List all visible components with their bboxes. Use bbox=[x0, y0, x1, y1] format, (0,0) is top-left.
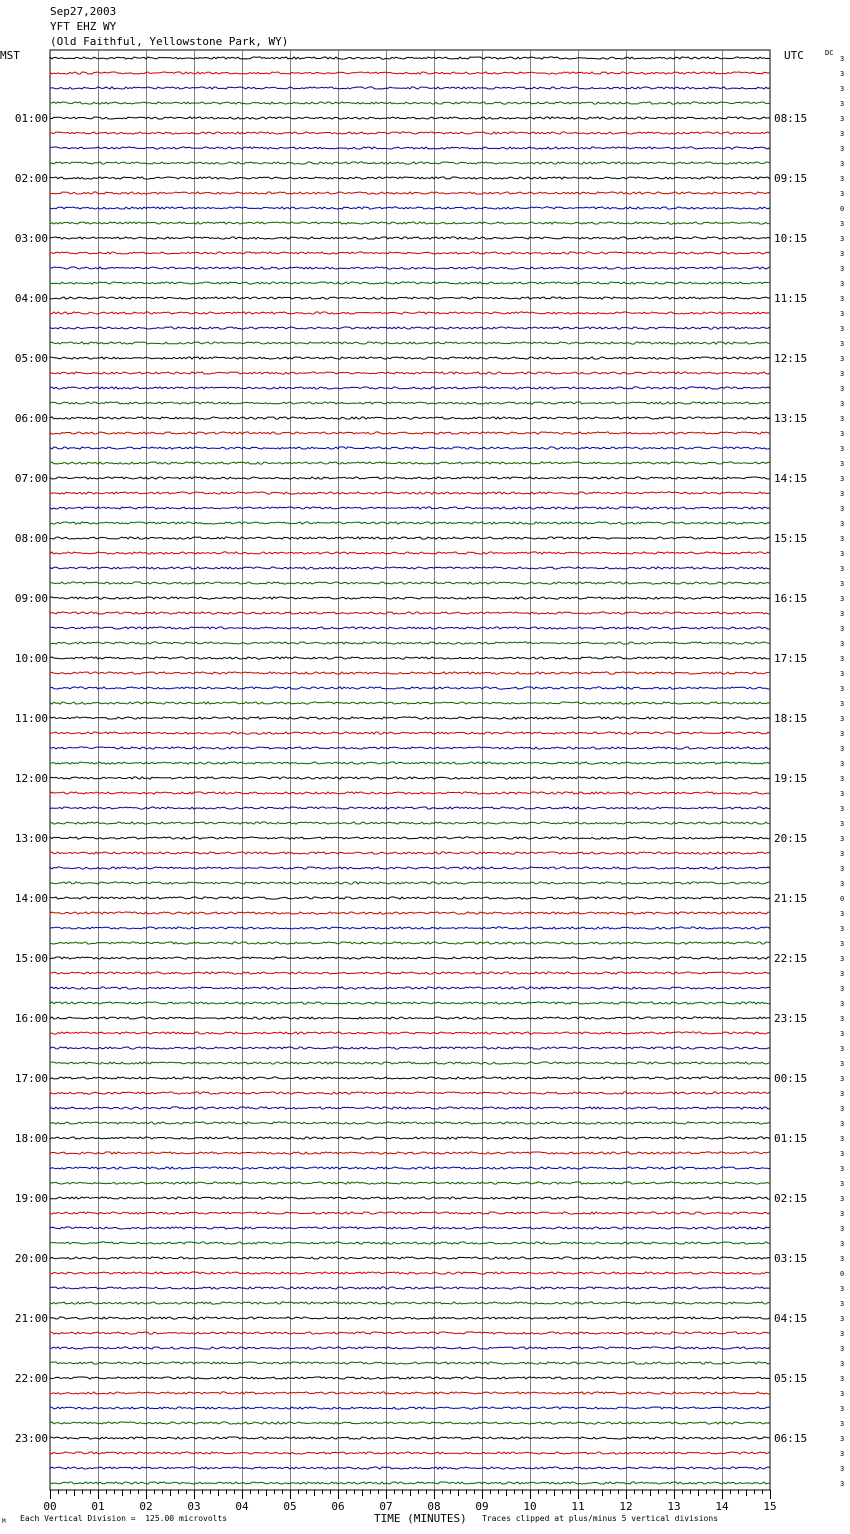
dc-offset-value: 3 bbox=[840, 1360, 845, 1368]
seismic-trace bbox=[50, 492, 770, 494]
seismic-trace bbox=[50, 282, 770, 284]
dc-offset-value: 3 bbox=[840, 865, 845, 873]
dc-offset-value: 3 bbox=[840, 1195, 845, 1203]
seismic-trace bbox=[50, 1182, 770, 1184]
dc-offset-value: 3 bbox=[840, 955, 845, 963]
seismic-trace bbox=[50, 552, 770, 554]
dc-offset-value: 0 bbox=[840, 1270, 845, 1278]
dc-offset-value: 3 bbox=[840, 295, 845, 303]
seismic-trace bbox=[50, 447, 770, 449]
dc-offset-value: 3 bbox=[840, 1000, 845, 1008]
station-code: YFT EHZ WY bbox=[50, 20, 117, 33]
seismic-trace bbox=[50, 1407, 770, 1409]
mst-hour-label: 21:00 bbox=[14, 1312, 48, 1325]
dc-offset-value: 3 bbox=[840, 250, 845, 258]
seismic-trace bbox=[50, 1347, 770, 1349]
mst-hour-label: 10:00 bbox=[14, 652, 48, 665]
x-tick-label: 09 bbox=[475, 1500, 489, 1513]
utc-hour-label: 16:15 bbox=[774, 592, 808, 605]
mst-hour-label: 06:00 bbox=[14, 412, 48, 425]
dc-offset-value: 3 bbox=[840, 1375, 845, 1383]
mst-hour-label: 15:00 bbox=[14, 952, 48, 965]
dc-offset-value: 0 bbox=[840, 205, 845, 213]
dc-offset-value: 3 bbox=[840, 115, 845, 123]
dc-offset-value: 3 bbox=[840, 100, 845, 108]
seismic-trace bbox=[50, 972, 770, 974]
x-tick-label: 04 bbox=[235, 1500, 249, 1513]
left-timezone-label: MST bbox=[0, 49, 20, 62]
seismic-trace bbox=[50, 642, 770, 644]
x-tick-label: 03 bbox=[187, 1500, 201, 1513]
seismic-trace bbox=[50, 1002, 770, 1004]
seismic-trace bbox=[50, 912, 770, 914]
seismic-trace bbox=[50, 1422, 770, 1424]
seismic-trace bbox=[50, 1332, 770, 1334]
dc-offset-value: 3 bbox=[840, 1390, 845, 1398]
dc-offset-value: 3 bbox=[840, 805, 845, 813]
utc-hour-label: 09:15 bbox=[774, 172, 808, 185]
dc-offset-value: 3 bbox=[840, 145, 845, 153]
dc-offset-value: 3 bbox=[840, 130, 845, 138]
chart-date: Sep27,2003 bbox=[50, 5, 117, 18]
clip-note: Traces clipped at plus/minus 5 vertical divisions bbox=[482, 1514, 719, 1523]
dc-offset-value: 3 bbox=[840, 505, 845, 513]
dc-offset-value: 3 bbox=[840, 430, 845, 438]
dc-offset-value: 3 bbox=[840, 460, 845, 468]
seismic-trace bbox=[50, 702, 770, 704]
seismic-trace bbox=[50, 1047, 770, 1049]
seismic-trace bbox=[50, 687, 770, 689]
mst-hour-label: 20:00 bbox=[14, 1252, 48, 1265]
right-timezone-label: UTC bbox=[784, 49, 804, 62]
dc-offset-value: 3 bbox=[840, 1225, 845, 1233]
seismic-trace bbox=[50, 927, 770, 929]
dc-offset-value: 3 bbox=[840, 70, 845, 78]
dc-offset-value: 3 bbox=[840, 925, 845, 933]
dc-offset-value: 3 bbox=[840, 1120, 845, 1128]
seismic-trace bbox=[50, 1212, 770, 1214]
seismic-trace bbox=[50, 252, 770, 254]
seismic-trace bbox=[50, 657, 770, 659]
seismic-traces bbox=[50, 57, 770, 1484]
seismic-trace bbox=[50, 822, 770, 824]
seismic-trace bbox=[50, 1077, 770, 1079]
dc-offset-value: 3 bbox=[840, 55, 845, 63]
dc-offset-value: 3 bbox=[840, 685, 845, 693]
time-axis bbox=[43, 1490, 776, 1513]
utc-hour-label: 12:15 bbox=[774, 352, 808, 365]
dc-offset-value: 3 bbox=[840, 490, 845, 498]
dc-offset-value: 3 bbox=[840, 1180, 845, 1188]
seismic-trace bbox=[50, 762, 770, 764]
dc-offset-value: 3 bbox=[840, 550, 845, 558]
dc-offset-value: 3 bbox=[840, 400, 845, 408]
dc-offset-value: 3 bbox=[840, 340, 845, 348]
seismic-trace bbox=[50, 942, 770, 944]
seismic-trace bbox=[50, 312, 770, 314]
seismic-trace bbox=[50, 1257, 770, 1259]
utc-hour-label: 01:15 bbox=[774, 1132, 808, 1145]
dc-offset-value: 3 bbox=[840, 1150, 845, 1158]
dc-offset-value: 3 bbox=[840, 580, 845, 588]
dc-offset-value: 3 bbox=[840, 1090, 845, 1098]
utc-hour-label: 04:15 bbox=[774, 1312, 808, 1325]
dc-offset-value: 3 bbox=[840, 445, 845, 453]
utc-hour-label: 02:15 bbox=[774, 1192, 808, 1205]
seismic-trace bbox=[50, 852, 770, 854]
dc-offset-value: 3 bbox=[840, 880, 845, 888]
seismic-trace bbox=[50, 1152, 770, 1154]
seismic-trace bbox=[50, 267, 770, 269]
seismic-trace bbox=[50, 1317, 770, 1319]
mst-hour-label: 11:00 bbox=[14, 712, 48, 725]
seismic-trace bbox=[50, 1017, 770, 1019]
utc-hour-label: 05:15 bbox=[774, 1372, 808, 1385]
dc-offset-value: 3 bbox=[840, 625, 845, 633]
mst-hour-label: 22:00 bbox=[14, 1372, 48, 1385]
seismic-trace bbox=[50, 1302, 770, 1304]
dc-offset-value: 3 bbox=[840, 415, 845, 423]
seismic-trace bbox=[50, 1137, 770, 1139]
seismic-trace bbox=[50, 327, 770, 329]
seismic-trace bbox=[50, 1437, 770, 1439]
seismic-trace bbox=[50, 1242, 770, 1244]
dc-offset-header: DC bbox=[825, 49, 834, 57]
utc-hour-label: 23:15 bbox=[774, 1012, 808, 1025]
dc-offset-value: 3 bbox=[840, 280, 845, 288]
mst-hour-label: 07:00 bbox=[14, 472, 48, 485]
dc-offset-value: 3 bbox=[840, 1330, 845, 1338]
dc-offset-value: 3 bbox=[840, 1465, 845, 1473]
seismic-trace bbox=[50, 297, 770, 299]
dc-offset-value: 3 bbox=[840, 910, 845, 918]
mst-hour-label: 03:00 bbox=[14, 232, 48, 245]
seismic-trace bbox=[50, 672, 770, 674]
seismic-trace bbox=[50, 792, 770, 794]
seismic-trace bbox=[50, 387, 770, 389]
dc-offset-column bbox=[840, 55, 844, 1488]
dc-offset-value: 0 bbox=[840, 895, 845, 903]
x-tick-label: 12 bbox=[619, 1500, 633, 1513]
dc-offset-value: 3 bbox=[840, 1075, 845, 1083]
seismic-trace bbox=[50, 747, 770, 749]
utc-hour-label: 10:15 bbox=[774, 232, 808, 245]
dc-offset-value: 3 bbox=[840, 265, 845, 273]
seismic-trace bbox=[50, 462, 770, 464]
utc-hour-label: 08:15 bbox=[774, 112, 808, 125]
dc-offset-value: 3 bbox=[840, 715, 845, 723]
dc-offset-value: 3 bbox=[840, 595, 845, 603]
mst-hour-label: 18:00 bbox=[14, 1132, 48, 1145]
mst-hour-label: 01:00 bbox=[14, 112, 48, 125]
dc-offset-value: 3 bbox=[840, 1210, 845, 1218]
seismic-trace bbox=[50, 522, 770, 524]
x-tick-label: 14 bbox=[715, 1500, 729, 1513]
mst-hour-label: 05:00 bbox=[14, 352, 48, 365]
seismic-trace bbox=[50, 837, 770, 839]
seismic-trace bbox=[50, 582, 770, 584]
vertical-division-note: Each Vertical Division = 125.00 microvolts bbox=[20, 1514, 228, 1523]
dc-offset-value: 3 bbox=[840, 730, 845, 738]
seismic-trace bbox=[50, 117, 770, 119]
x-tick-label: 07 bbox=[379, 1500, 393, 1513]
utc-hour-label: 14:15 bbox=[774, 472, 808, 485]
utc-hour-label: 13:15 bbox=[774, 412, 808, 425]
dc-offset-value: 3 bbox=[840, 565, 845, 573]
utc-hour-label: 11:15 bbox=[774, 292, 808, 305]
seismic-trace bbox=[50, 1092, 770, 1094]
dc-offset-value: 3 bbox=[840, 310, 845, 318]
mst-hour-label: 13:00 bbox=[14, 832, 48, 845]
dc-offset-value: 3 bbox=[840, 175, 845, 183]
seismic-trace bbox=[50, 777, 770, 779]
seismic-trace bbox=[50, 147, 770, 149]
seismic-trace bbox=[50, 1107, 770, 1109]
seismic-trace bbox=[50, 867, 770, 869]
seismic-trace bbox=[50, 177, 770, 179]
x-tick-label: 00 bbox=[43, 1500, 57, 1513]
corner-mark: M bbox=[2, 1518, 6, 1525]
dc-offset-value: 3 bbox=[840, 760, 845, 768]
x-tick-label: 13 bbox=[667, 1500, 681, 1513]
utc-hour-label: 20:15 bbox=[774, 832, 808, 845]
seismic-trace bbox=[50, 987, 770, 989]
dc-offset-value: 3 bbox=[840, 220, 845, 228]
dc-offset-value: 3 bbox=[840, 1105, 845, 1113]
seismic-trace bbox=[50, 432, 770, 434]
seismic-trace bbox=[50, 222, 770, 224]
dc-offset-value: 3 bbox=[840, 385, 845, 393]
x-tick-label: 15 bbox=[763, 1500, 777, 1513]
seismic-trace bbox=[50, 72, 770, 74]
seismic-trace bbox=[50, 627, 770, 629]
x-tick-label: 01 bbox=[91, 1500, 105, 1513]
seismic-trace bbox=[50, 1482, 770, 1484]
dc-offset-value: 3 bbox=[840, 1315, 845, 1323]
dc-offset-value: 3 bbox=[840, 325, 845, 333]
seismic-trace bbox=[50, 1287, 770, 1289]
utc-hour-label: 06:15 bbox=[774, 1432, 808, 1445]
dc-offset-value: 3 bbox=[840, 670, 845, 678]
mst-hour-label: 19:00 bbox=[14, 1192, 48, 1205]
seismic-trace bbox=[50, 372, 770, 374]
dc-offset-value: 3 bbox=[840, 1255, 845, 1263]
seismic-trace bbox=[50, 1197, 770, 1199]
utc-hour-label: 00:15 bbox=[774, 1072, 808, 1085]
seismic-trace bbox=[50, 132, 770, 134]
utc-hour-label: 19:15 bbox=[774, 772, 808, 785]
mst-hour-label: 08:00 bbox=[14, 532, 48, 545]
seismic-trace bbox=[50, 597, 770, 599]
dc-offset-value: 3 bbox=[840, 940, 845, 948]
mst-hour-label: 04:00 bbox=[14, 292, 48, 305]
utc-hour-label: 18:15 bbox=[774, 712, 808, 725]
x-tick-label: 05 bbox=[283, 1500, 297, 1513]
seismic-trace bbox=[50, 417, 770, 419]
dc-offset-value: 3 bbox=[840, 835, 845, 843]
seismic-trace bbox=[50, 807, 770, 809]
seismic-trace bbox=[50, 237, 770, 239]
dc-offset-value: 3 bbox=[840, 520, 845, 528]
dc-offset-value: 3 bbox=[840, 1420, 845, 1428]
seismic-trace bbox=[50, 1167, 770, 1169]
seismic-trace bbox=[50, 957, 770, 959]
utc-hour-label: 17:15 bbox=[774, 652, 808, 665]
seismic-trace bbox=[50, 357, 770, 359]
mst-hour-label: 14:00 bbox=[14, 892, 48, 905]
x-tick-label: 10 bbox=[523, 1500, 537, 1513]
dc-offset-value: 3 bbox=[840, 1345, 845, 1353]
dc-offset-value: 3 bbox=[840, 850, 845, 858]
utc-hour-label: 22:15 bbox=[774, 952, 808, 965]
seismic-trace bbox=[50, 882, 770, 884]
seismic-trace bbox=[50, 1227, 770, 1229]
dc-offset-value: 3 bbox=[840, 775, 845, 783]
dc-offset-value: 3 bbox=[840, 1135, 845, 1143]
x-tick-label: 11 bbox=[571, 1500, 585, 1513]
seismic-trace bbox=[50, 537, 770, 539]
seismic-trace bbox=[50, 342, 770, 344]
seismic-trace bbox=[50, 162, 770, 164]
dc-offset-value: 3 bbox=[840, 745, 845, 753]
dc-offset-value: 3 bbox=[840, 820, 845, 828]
dc-offset-value: 3 bbox=[840, 1300, 845, 1308]
utc-hour-label: 21:15 bbox=[774, 892, 808, 905]
x-tick-label: 02 bbox=[139, 1500, 153, 1513]
mst-hour-label: 17:00 bbox=[14, 1072, 48, 1085]
seismic-trace bbox=[50, 1452, 770, 1454]
dc-offset-value: 3 bbox=[840, 370, 845, 378]
dc-offset-value: 3 bbox=[840, 160, 845, 168]
seismic-trace bbox=[50, 1392, 770, 1394]
seismic-trace bbox=[50, 507, 770, 509]
dc-offset-value: 3 bbox=[840, 1480, 845, 1488]
dc-offset-value: 3 bbox=[840, 85, 845, 93]
seismic-trace bbox=[50, 732, 770, 734]
seismic-trace bbox=[50, 1122, 770, 1124]
seismic-trace bbox=[50, 57, 770, 59]
seismic-trace bbox=[50, 102, 770, 104]
seismic-trace bbox=[50, 1062, 770, 1064]
seismic-trace bbox=[50, 87, 770, 89]
dc-offset-value: 3 bbox=[840, 1045, 845, 1053]
dc-offset-value: 3 bbox=[840, 655, 845, 663]
dc-offset-value: 3 bbox=[840, 970, 845, 978]
seismic-trace bbox=[50, 402, 770, 404]
dc-offset-value: 3 bbox=[840, 1060, 845, 1068]
utc-hour-label: 03:15 bbox=[774, 1252, 808, 1265]
seismic-trace bbox=[50, 477, 770, 479]
seismic-trace bbox=[50, 1377, 770, 1379]
seismic-trace bbox=[50, 1467, 770, 1469]
dc-offset-value: 3 bbox=[840, 1015, 845, 1023]
dc-offset-value: 3 bbox=[840, 535, 845, 543]
dc-offset-value: 3 bbox=[840, 640, 845, 648]
dc-offset-value: 3 bbox=[840, 610, 845, 618]
dc-offset-value: 3 bbox=[840, 790, 845, 798]
x-axis-title: TIME (MINUTES) bbox=[374, 1512, 467, 1525]
x-tick-label: 06 bbox=[331, 1500, 345, 1513]
dc-offset-value: 3 bbox=[840, 1435, 845, 1443]
dc-offset-value: 3 bbox=[840, 475, 845, 483]
x-tick-label: 08 bbox=[427, 1500, 441, 1513]
dc-offset-value: 3 bbox=[840, 1285, 845, 1293]
dc-offset-value: 3 bbox=[840, 700, 845, 708]
dc-offset-value: 3 bbox=[840, 1240, 845, 1248]
dc-offset-value: 3 bbox=[840, 190, 845, 198]
seismic-trace bbox=[50, 612, 770, 614]
dc-offset-value: 3 bbox=[840, 1450, 845, 1458]
dc-offset-value: 3 bbox=[840, 985, 845, 993]
utc-hour-label: 15:15 bbox=[774, 532, 808, 545]
station-location: (Old Faithful, Yellowstone Park, WY) bbox=[50, 35, 289, 48]
dc-offset-value: 3 bbox=[840, 1405, 845, 1413]
seismic-trace bbox=[50, 1032, 770, 1034]
seismic-trace bbox=[50, 192, 770, 194]
mst-hour-label: 02:00 bbox=[14, 172, 48, 185]
seismic-trace bbox=[50, 897, 770, 899]
dc-offset-value: 3 bbox=[840, 1165, 845, 1173]
mst-hour-label: 09:00 bbox=[14, 592, 48, 605]
mst-hour-label: 23:00 bbox=[14, 1432, 48, 1445]
dc-offset-value: 3 bbox=[840, 355, 845, 363]
seismic-trace bbox=[50, 1362, 770, 1364]
dc-offset-value: 3 bbox=[840, 235, 845, 243]
seismic-trace bbox=[50, 717, 770, 719]
seismic-trace bbox=[50, 567, 770, 569]
mst-hour-label: 12:00 bbox=[14, 772, 48, 785]
seismic-trace bbox=[50, 1272, 770, 1274]
seismic-trace bbox=[50, 207, 770, 209]
mst-hour-label: 16:00 bbox=[14, 1012, 48, 1025]
dc-offset-value: 3 bbox=[840, 1030, 845, 1038]
